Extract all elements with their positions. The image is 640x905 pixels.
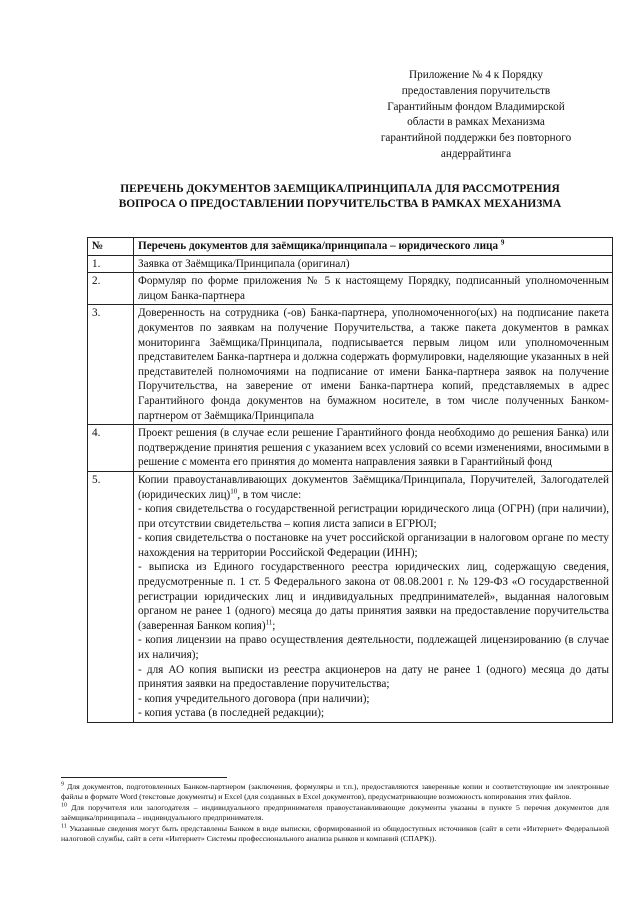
title-line-1: ПЕРЕЧЕНЬ ДОКУМЕНТОВ ЗАЕМЩИКА/ПРИНЦИПАЛА ДЛЯ РАССМОТРЕНИЯ [120,183,560,195]
table-header-row [88,238,613,256]
footnote-number: 11 [61,823,67,830]
footnote-number: 10 [61,802,67,809]
row-text: Формуляр по форме приложения № 5 к настоящему Порядку, подписанный уполномоченным лицом Банка-партнера [134,273,613,305]
row-number: 2. [88,273,134,305]
table-row [88,273,613,305]
row-number: 3. [88,305,134,425]
footnote [61,803,609,824]
footnote [61,824,609,845]
row5-intro-tail: , в том числе: [237,488,302,501]
footnote-text: Указанные сведения могут быть представлены Банком в виде выписки, сформированной из общедоступных источников (сайт в сети «Интернет» Федеральной налоговой службы, сайт в сети «Интернет» Системы профессионального анализа рынков и компаний (СПАРК)). [61,823,609,844]
row-number: 1. [88,255,134,273]
row5-intro-text: Копии правоустанавливающих документов Заёмщика/Принципала, Поручителей, Залогодателей (юридических лиц) [138,473,609,501]
row-text: Проект решения (в случае если решение Гарантийного фонда необходимо до решения Банка) или подтверждение принятия решения с указанием всех условий со всеми изменениями, вносимыми в решение с момента его принятия до момента направления заявки в Гарантийный фонд [134,425,613,472]
appendix-line: гарантийной поддержки без повторного [380,132,572,145]
list-item: - копия учредительного договора (при наличии); [138,692,370,705]
row-text: Доверенность на сотрудника (-ов) Банка-партнера, уполномоченного(ых) на подписание пакета документов по заявкам на получение Поручительства, а также пакета документов в рамках мониторинга Заёмщика/Принципала, подписывается первым лицом или уполномоченным представителем Банка-партнера и должна содержать формулировки, наделяющие указанных в ней представителей полномочиями на подписание от имени Банка-партнера заявок на получение Поручительства, на заверение от имени Банка-партнера копий, представляемых в адрес Гарантийного фонда документов на бумажном носителе, в том числе полученных Банком-партнером от Заёмщика/Принципала [134,305,613,425]
table-row [88,305,613,425]
appendix-line: андеррайтинга [440,147,512,160]
footnote-ref: 10 [230,486,238,495]
list-item-tail: ; [272,619,276,632]
documents-table [87,237,613,723]
header-number: № [88,238,134,256]
row-number: 5. [88,471,134,722]
document-title [60,182,620,212]
footnote-ref: 9 [500,238,505,247]
row5-intro [138,473,609,502]
footnote [61,782,609,803]
row-number: 4. [88,425,134,472]
appendix-reference [352,68,600,163]
header-title-text: Перечень документов для заёмщика/принципала – юридического лица [138,240,499,252]
row-text [134,471,613,722]
list-item: - копия свидетельства о постановке на учет российской организации в налоговом органе по месту нахождения на территории Российской Федерации (ИНН); [138,532,609,559]
footnotes [61,782,609,844]
title-line-2: ВОПРОСА О ПРЕДОСТАВЛЕНИИ ПОРУЧИТЕЛЬСТВА В РАМКАХ МЕХАНИЗМА [118,197,562,210]
appendix-line: области в рамках Механизма [407,116,545,129]
footnote-text: Для документов, подготовленных Банком-партнером (заключения, формуляры и т.п.), предоставляются заверенные копии и соответствующие им электронные файлы в формате Word (текстовые документы) и Excel (для созданных в Excel документов), предусматривающие возможность копирования этих файлов. [61,782,609,802]
list-item: - копия свидетельства о государственной регистрации юридического лица (ОГРН) (при наличии), при отсутствии свидетельства – копия листа записи в ЕГРЮЛ; [138,503,609,530]
row-text: Заявка от Заёмщика/Принципала (оригинал) [134,255,613,273]
table-row [88,425,613,472]
table-row [88,255,613,273]
appendix-line: Гарантийным фондом Владимирской [387,100,565,113]
list-item: - копия устава (в последней редакции); [138,707,325,720]
header-title [134,238,613,256]
footnote-text: Для поручителя или залогодателя – индивидуального предпринимателя правоустанавливающие документы указаны в пункте 5 перечня документов для заёмщика/принципала – индивидуального предпринимателя. [61,802,609,823]
list-item: - для АО копия выписки из реестра акционеров на дату не ранее 1 (одного) месяца до даты принятия заявки на предоставление поручительства; [138,663,609,691]
list-item: - копия лицензии на право осуществления деятельности, подлежащей лицензированию (в случае их наличия); [138,634,609,662]
table-row [88,471,613,722]
footnote-number: 9 [61,781,64,788]
footnote-divider [61,777,227,778]
list-item-text: - выписка из Единого государственного реестра юридических лиц, содержащую сведения, предусмотренные п. 1 ст. 5 Федерального закона от 08.08.2001 г. № 129-ФЗ «О государственной регистрации юридических лиц и индивидуальных предпринимателей», выданная налоговым органом не ранее 1 (одного) месяца до даты принятия заявки на предоставление поручительства (заверенная Банком копия) [138,561,609,632]
footnote-ref: 11 [265,618,273,627]
appendix-line: Приложение № 4 к Порядку [409,69,543,81]
list-item [138,560,609,633]
appendix-line: предоставления поручительств [401,84,551,97]
